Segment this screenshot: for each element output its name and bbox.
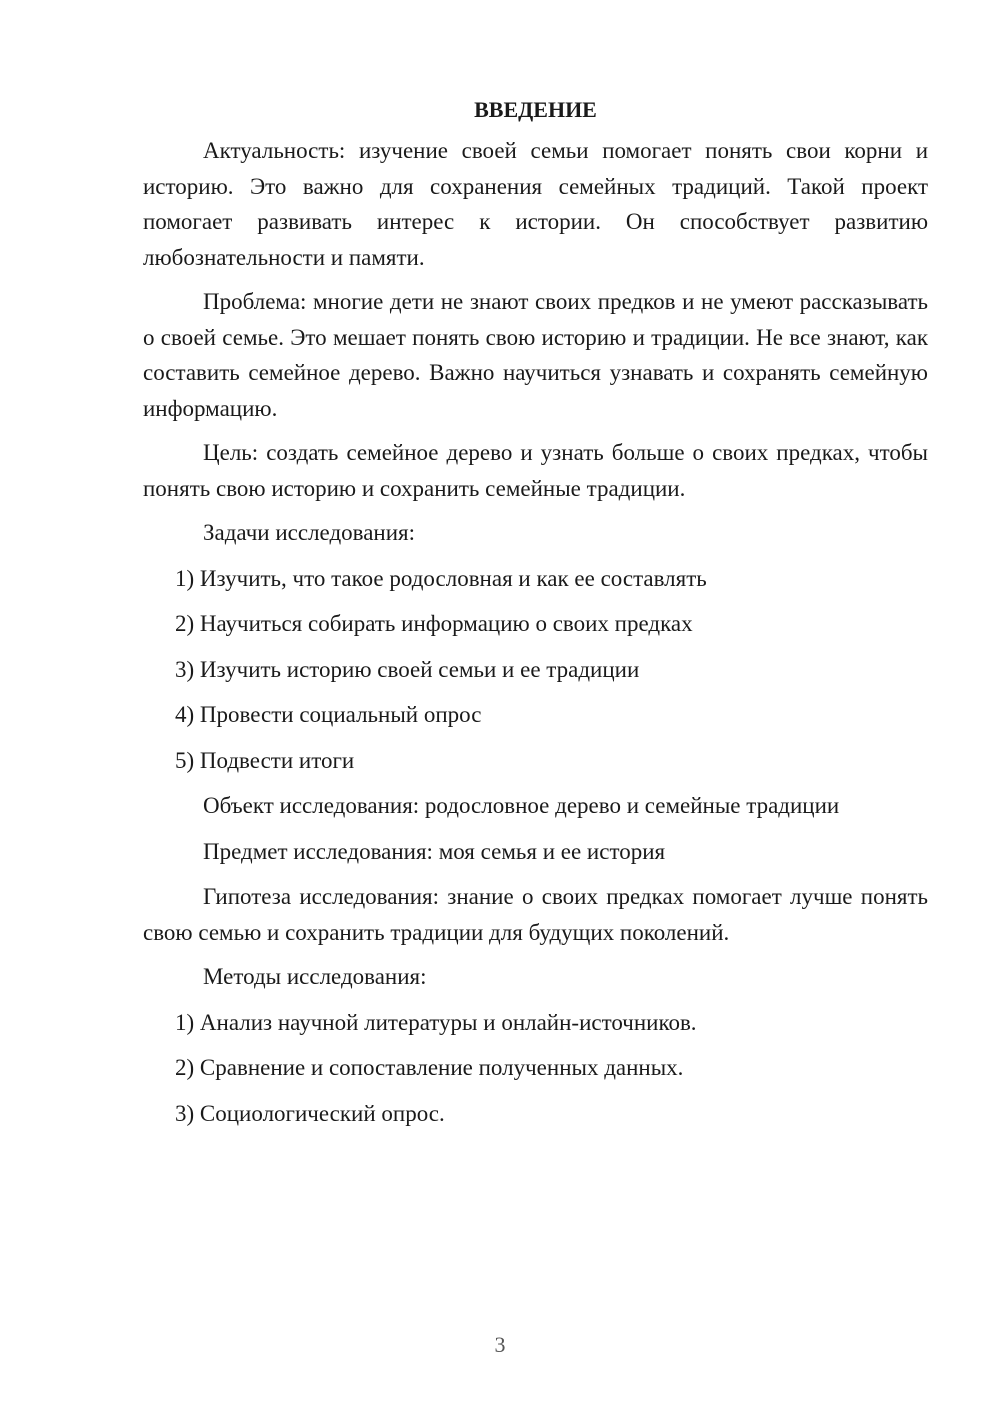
list-item: 5) Подвести итоги [175,747,355,773]
hypothesis-paragraph: Гипотеза исследования: знание о своих предках помогает лучше понять свою семью и сохранить традиции для будущих поколений. [143,884,928,945]
list-item: 1) Изучить, что такое родословная и как ее составлять [175,565,707,591]
page-number: 3 [494,1332,506,1357]
list-item: 3) Социологический опрос. [175,1100,445,1126]
relevance-paragraph: Актуальность: изучение своей семьи помогает понять свои корни и историю. Это важно для сохранения семейных традиций. Такой проект помогает развивать интерес к истории. Он способствует развитию любознательности и памяти. [143,138,928,270]
subject-line: Предмет исследования: моя семья и ее история [203,838,666,864]
methods-title: Методы исследования: [203,964,427,989]
methods-list [143,1005,928,1132]
list-item: 1) Анализ научной литературы и онлайн-источников. [175,1009,697,1035]
list-item: 4) Провести социальный опрос [175,702,482,727]
list-item: 2) Научиться собирать информацию о своих предках [175,611,693,636]
tasks-title: Задачи исследования: [203,520,416,545]
section-heading: ВВЕДЕНИЕ [474,97,597,122]
object-line: Объект исследования: родословное дерево и семейные традиции [203,793,840,818]
page-content [143,92,928,1141]
list-item: 3) Изучить историю своей семьи и ее традиции [175,656,640,682]
list-item: 2) Сравнение и сопоставление полученных данных. [175,1055,684,1080]
goal-paragraph: Цель: создать семейное дерево и узнать больше о своих предках, чтобы понять свою историю и сохранить семейные традиции. [143,440,928,501]
problem-paragraph: Проблема: многие дети не знают своих предков и не умеют рассказывать о своей семье. Это мешает понять свою историю и традиции. Не все знают, как составить семейное дерево. Важно научиться узнавать и сохранять семейную информацию. [143,289,928,421]
tasks-list [143,561,928,779]
